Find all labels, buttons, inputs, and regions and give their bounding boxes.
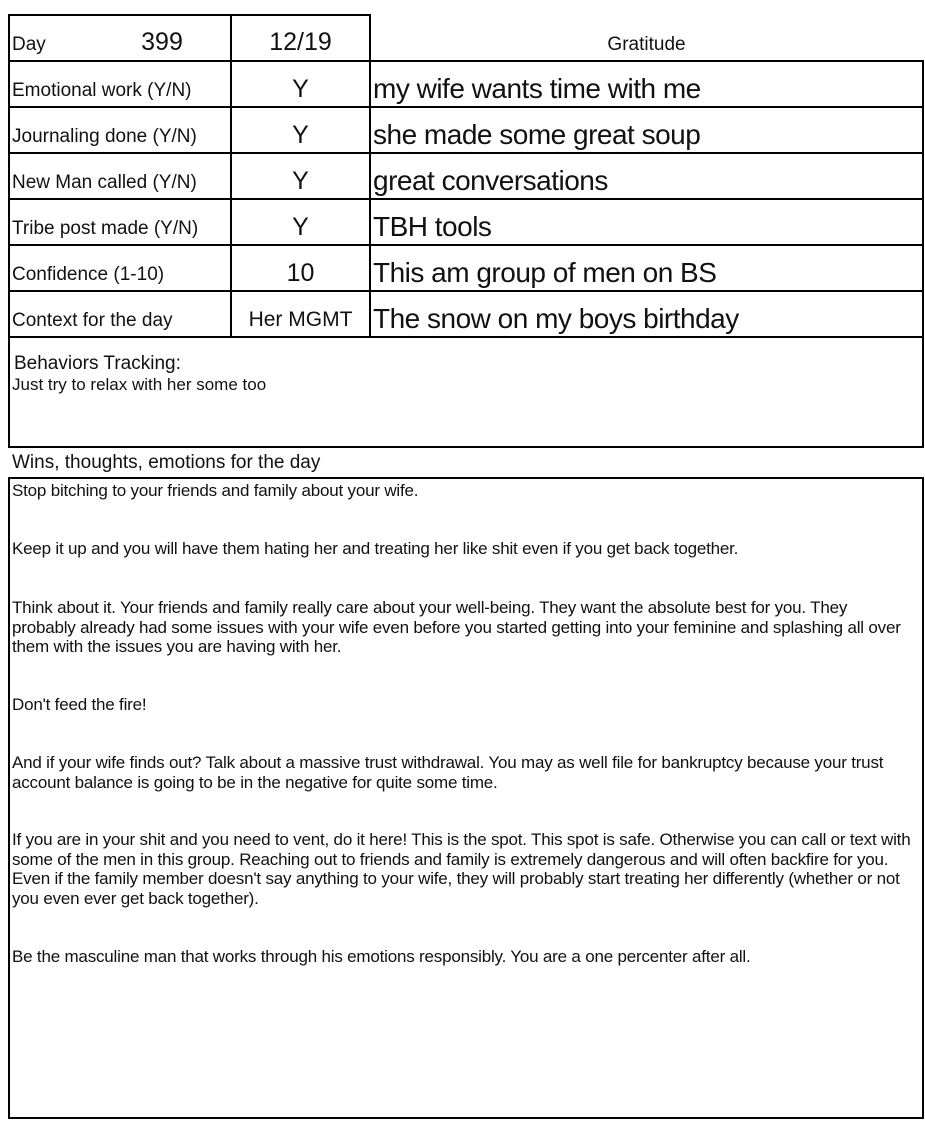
- day-number: 399: [141, 28, 183, 56]
- gratitude-heading: Gratitude: [607, 34, 686, 55]
- gratitude-item: she made some great soup: [373, 119, 701, 150]
- wins-paragraph: Don't feed the fire!: [12, 695, 147, 714]
- wins-box: [8, 477, 924, 1119]
- row-label-journaling: Journaling done (Y/N): [12, 126, 197, 147]
- gratitude-item: TBH tools: [373, 211, 492, 242]
- wins-paragraph: Be the masculine man that works through his emotions responsibly. You are a one percenter after all.: [12, 947, 751, 966]
- row-label-tribe-post: Tribe post made (Y/N): [12, 218, 199, 239]
- wins-paragraph: Keep it up and you will have them hating her and treating her like shit even if you get back together.: [12, 539, 739, 558]
- row-value-confidence: 10: [286, 259, 315, 287]
- wins-paragraph: Think about it. Your friends and family really care about your well-being. They want the absolute best for you. They probably already had some issues with your wife even before you started getting into your feminine and splashing all over them with the issues you are having with her.: [12, 598, 901, 656]
- wins-paragraph: And if your wife finds out? Talk about a massive trust withdrawal. You may as well file for bankruptcy because your trust account balance is going to be in the negative for quite some time.: [12, 753, 884, 792]
- date-value: 12/19: [269, 28, 332, 56]
- row-label-new-man-called: New Man called (Y/N): [12, 172, 197, 193]
- behaviors-text: Just try to relax with her some too: [12, 375, 267, 394]
- wins-heading: Wins, thoughts, emotions for the day: [12, 452, 321, 473]
- gratitude-item: This am group of men on BS: [373, 257, 717, 288]
- row-label-confidence: Confidence (1-10): [12, 264, 165, 285]
- gratitude-item: my wife wants time with me: [373, 73, 701, 104]
- gratitude-item: great conversations: [373, 165, 608, 196]
- row-label-emotional-work: Emotional work (Y/N): [12, 80, 192, 101]
- wins-paragraph: If you are in your shit and you need to vent, do it here! This is the spot. This spot is safe. Otherwise you can call or text with some of the men in this group. Reaching out to friends and family is extremely dangerous and will often backfire for you. Even if the family member doesn't say anything to your wife, they will probably start treating her differently (whether or not you even ever get back together).: [12, 830, 911, 908]
- row-value-context: Her MGMT: [248, 308, 353, 331]
- day-label: Day: [12, 34, 46, 55]
- row-value-new-man-called: Y: [292, 167, 309, 195]
- row-value-journaling: Y: [292, 121, 309, 149]
- row-value-tribe-post: Y: [292, 213, 309, 241]
- gratitude-item: The snow on my boys birthday: [373, 303, 739, 334]
- row-label-context: Context for the day: [12, 310, 173, 331]
- wins-paragraph: Stop bitching to your friends and family about your wife.: [12, 481, 419, 500]
- row-value-emotional-work: Y: [292, 75, 309, 103]
- behaviors-heading: Behaviors Tracking:: [14, 353, 181, 374]
